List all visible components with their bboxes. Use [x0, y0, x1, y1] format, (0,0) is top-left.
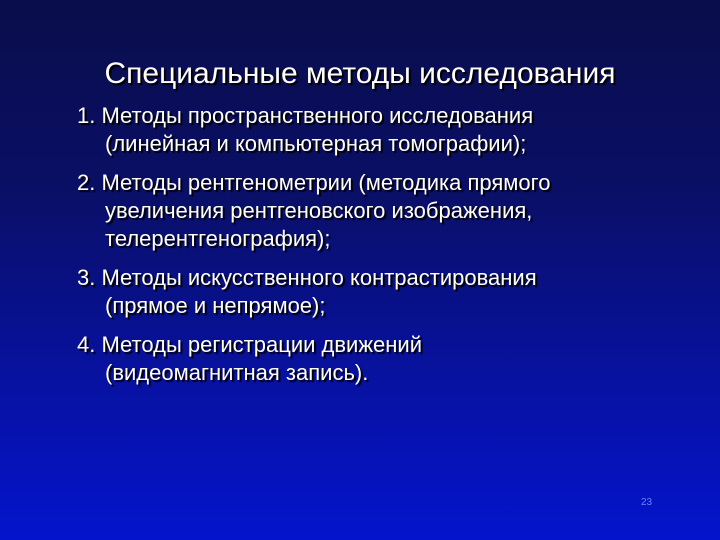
list-item-3 — [77, 264, 687, 320]
list-item-4-line-1: 4. Методы регистрации движений — [77, 332, 422, 357]
list-item-1 — [77, 102, 687, 158]
list-item-1-line-1: 1. Методы пространственного исследования — [77, 103, 534, 128]
list-item-3-line-1: 3. Методы искусственного контрастирования — [77, 265, 537, 290]
list-item-4-line-2: (видеомагнитная запись). — [105, 360, 369, 385]
methods-list — [77, 102, 687, 398]
page-number: 23 — [641, 497, 653, 508]
list-item-3-line-2: (прямое и непрямое); — [105, 293, 326, 318]
slide-title: Специальные методы исследования — [104, 57, 616, 90]
list-item-2-line-2: увеличения рентгеновского изображения, — [105, 198, 533, 223]
list-item-4 — [77, 331, 687, 387]
list-item-2-line-3: телерентгенография); — [105, 226, 331, 251]
list-item-2-line-1: 2. Методы рентгенометрии (методика прямого — [77, 170, 551, 195]
list-item-2 — [77, 169, 687, 253]
list-item-1-line-2: (линейная и компьютерная томографии); — [105, 131, 527, 156]
